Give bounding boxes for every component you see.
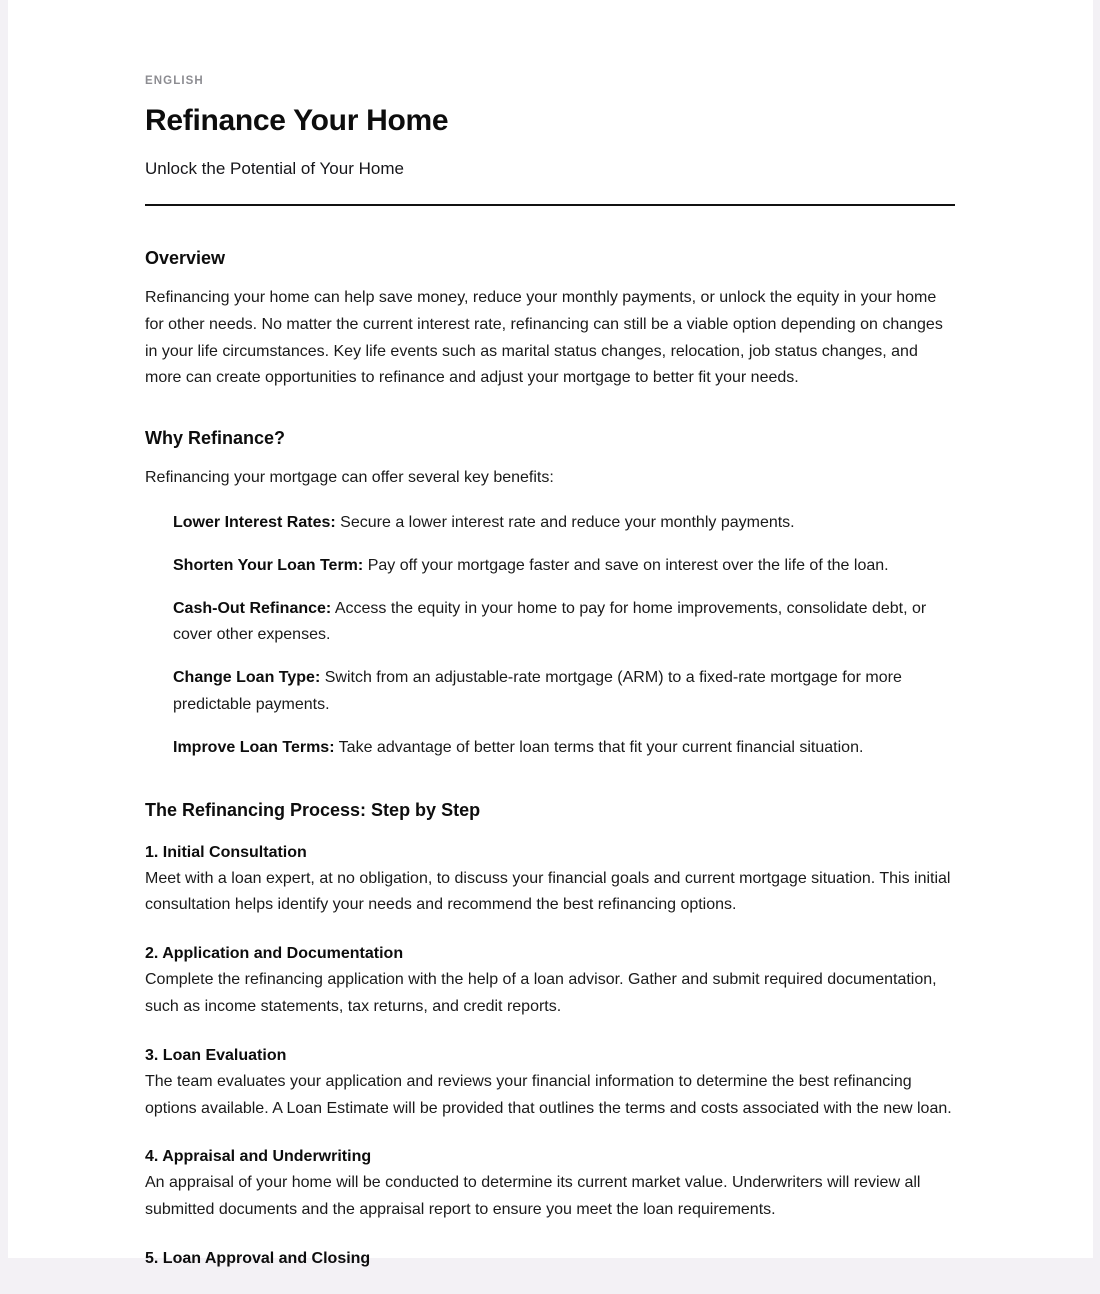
- process-step: [145, 943, 955, 1021]
- list-item: [173, 665, 955, 719]
- process-steps: [145, 842, 955, 1270]
- document-page: [8, 0, 1093, 1267]
- section-heading-why-refinance: Why Refinance?: [145, 428, 286, 449]
- benefit-term: Lower Interest Rates:: [173, 513, 336, 531]
- list-item: [173, 510, 955, 537]
- step-body: Complete the refinancing application with the help of a loan advisor. Gather and submit required documentation, such as income statements, tax returns, and credit reports.: [145, 971, 937, 1015]
- list-item: [173, 596, 955, 650]
- document-content: [145, 0, 955, 1294]
- section-overview: [145, 246, 955, 392]
- section-refinancing-process: [145, 798, 955, 1270]
- benefit-description: Take advantage of better loan terms that fit your current financial situation.: [338, 738, 864, 756]
- step-heading: 3. Loan Evaluation: [145, 1046, 287, 1064]
- benefit-description: Pay off your mortgage faster and save on interest over the life of the loan.: [367, 556, 889, 574]
- step-body: An appraisal of your home will be conducted to determine its current market value. Underwriters will review all submitted documents and the appraisal report to ensure you meet the loan requirements.: [145, 1174, 921, 1219]
- benefit-term: Change Loan Type:: [173, 669, 321, 687]
- benefits-list: [145, 510, 955, 762]
- process-step: [145, 1248, 955, 1270]
- process-step: [145, 1146, 955, 1224]
- benefit-term: Shorten Your Loan Term:: [173, 556, 364, 574]
- overview-paragraph: Refinancing your home can help save money, reduce your monthly payments, or unlock the equity in your home for other needs. No matter the current interest rate, refinancing can still be a viable option depending on changes in your life circumstances. Key life events such as marital status changes, relocation, job status changes, and more can create opportunities to refinance and adjust your mortgage to better fit your needs.: [145, 289, 943, 387]
- language-label: ENGLISH: [145, 75, 204, 87]
- benefit-term: Cash-Out Refinance:: [173, 599, 332, 617]
- process-step: [145, 842, 955, 920]
- benefit-description: Switch from an adjustable-rate mortgage (ARM) to a fixed-rate mortgage for more predictable payments.: [173, 669, 902, 713]
- section-why-refinance: [145, 426, 955, 761]
- step-heading: 4. Appraisal and Underwriting: [145, 1148, 372, 1166]
- benefit-description: Secure a lower interest rate and reduce your monthly payments.: [340, 513, 795, 531]
- process-step: [145, 1045, 955, 1123]
- step-heading: 5. Loan Approval and Closing: [145, 1249, 371, 1267]
- list-item: [173, 553, 955, 580]
- step-heading: 2. Application and Documentation: [145, 945, 404, 963]
- benefit-term: Improve Loan Terms:: [173, 738, 335, 756]
- header-divider: [145, 204, 955, 206]
- section-heading-refinancing-process: The Refinancing Process: Step by Step: [145, 799, 481, 820]
- page-subtitle: Unlock the Potential of Your Home: [145, 159, 404, 179]
- step-body: The team evaluates your application and reviews your financial information to determine the best refinancing options available. A Loan Estimate will be provided that outlines the terms and costs associated with the new loan.: [145, 1072, 952, 1117]
- section-heading-overview: Overview: [145, 248, 226, 269]
- page-title: Refinance Your Home: [145, 104, 449, 137]
- why-refinance-lead: Refinancing your mortgage can offer several key benefits:: [145, 469, 554, 487]
- step-body: Meet with a loan expert, at no obligation, to discuss your financial goals and current mortgage situation. This initial consultation helps identify your needs and recommend the best refinancing options.: [145, 869, 951, 914]
- step-heading: 1. Initial Consultation: [145, 843, 307, 861]
- list-item: [173, 735, 955, 762]
- benefit-description: Access the equity in your home to pay for home improvements, consolidate debt, or cover other expenses.: [173, 599, 927, 644]
